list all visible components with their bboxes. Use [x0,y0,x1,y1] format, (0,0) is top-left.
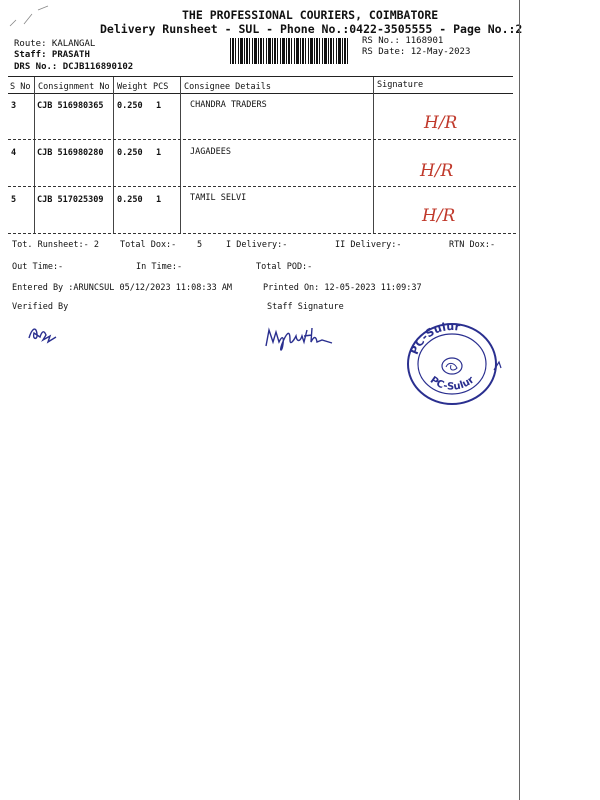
staff-signature [262,322,342,354]
col-divider [113,77,114,233]
row-consignment: CJB 517025309 [37,195,104,205]
staff-signature-label: Staff Signature [267,302,344,312]
rtn-dox: RTN Dox:- [449,240,496,250]
row-signature: H/R [422,206,456,226]
row-pcs: 1 [156,101,162,111]
row-consignee: JAGADEES [190,147,231,157]
entered-by: Entered By :ARUNCSUL 05/12/2023 11:08:33 AM [12,283,233,293]
col-consignment: Consignment No [38,82,110,92]
col-sno: S No [10,82,31,92]
i-delivery: I Delivery:- [226,240,288,250]
verified-signature [26,322,66,344]
barcode [230,38,350,64]
drs-number: DRS No.: DCJB116890102 [14,62,134,72]
total-pod: Total POD:- [256,262,313,272]
total-dox-label: Total Dox:- [120,240,177,250]
row-pcs: 1 [156,148,162,158]
ii-delivery: II Delivery:- [335,240,402,250]
row-separator [8,186,516,187]
row-separator [8,233,516,234]
row-sno: 5 [11,195,17,205]
col-pcs: PCS [153,82,169,92]
row-sno: 4 [11,148,17,158]
verified-by-label: Verified By [12,302,69,312]
company-title: THE PROFESSIONAL COURIERS, COIMBATORE [182,8,439,22]
in-time: In Time:- [136,262,183,272]
stamp-top-text: PC-Sulur [407,319,461,357]
row-consignee: TAMIL SELVI [190,193,247,203]
col-divider [34,77,35,233]
row-pcs: 1 [156,195,162,205]
table-top-rule [8,76,513,77]
col-weight: Weight [117,82,148,92]
row-weight: 0.250 [117,101,143,111]
row-signature: H/R [420,161,454,181]
total-dox-value: 5 [197,240,203,250]
office-stamp [402,318,502,408]
row-weight: 0.250 [117,195,143,205]
row-consignee: CHANDRA TRADERS [190,100,267,110]
rs-date: RS Date: 12-May-2023 [362,47,471,57]
col-consignee: Consignee Details [184,82,271,92]
total-runsheet: Tot. Runsheet:- 2 [12,240,99,250]
row-sno: 3 [11,101,17,111]
out-time: Out Time:- [12,262,64,272]
row-weight: 0.250 [117,148,143,158]
col-divider [373,77,374,233]
route-label: Route: KALANGAL [14,39,96,49]
stamp-bottom-text: PC-Sulur [427,374,477,393]
row-consignment: CJB 516980280 [37,148,104,158]
row-consignment: CJB 516980365 [37,101,104,111]
col-signature: Signature [377,80,424,90]
runsheet-subtitle: Delivery Runsheet - SUL - Phone No.:0422-3505555 - Page No.:2 [100,22,523,36]
rs-number: RS No.: 1168901 [362,36,444,46]
printed-on: Printed On: 12-05-2023 11:09:37 [263,283,422,293]
staff-label: Staff: PRASATH [14,50,90,60]
scan-edge-line [519,0,520,800]
table-header-rule [8,93,513,94]
row-signature: H/R [424,113,458,133]
row-separator [8,139,516,140]
scan-mark [4,2,52,32]
col-divider [180,77,181,233]
